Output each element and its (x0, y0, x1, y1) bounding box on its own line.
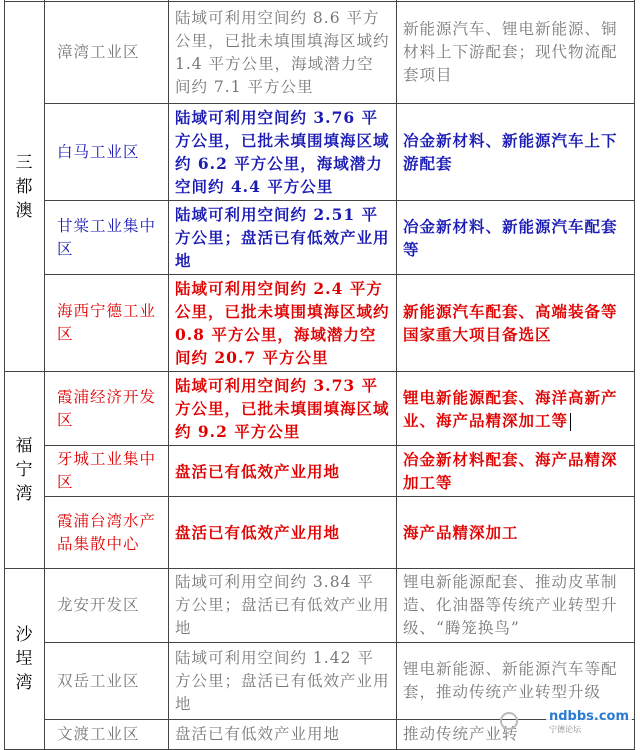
park-name: 龙安开发区 (45, 569, 169, 643)
park-name: 文渡工业区 (45, 720, 169, 750)
investment-direction: 推动传统产业转 (397, 720, 635, 750)
investment-direction: 锂电新能源、新能源汽车等配套，推动传统产业转型升级 (397, 643, 635, 720)
land-condition: 陆域可利用空间约 3.73 平方公里，已批未填围填海区域约 9.2 平方公里 (169, 372, 397, 446)
investment-direction: 新能源汽车、锂电新能源、铜材料上下游配套；现代物流配套项目 (397, 2, 635, 104)
industrial-park-table (4, 0, 635, 750)
table-row (5, 201, 635, 275)
table-row (5, 372, 635, 446)
park-name: 霞浦经济开发区 (45, 372, 169, 446)
region-cell (5, 2, 45, 372)
investment-direction (397, 372, 635, 446)
investment-direction: 冶金新材料、新能源汽车上下游配套 (397, 104, 635, 201)
land-condition: 陆域可利用空间约 3.84 平方公里；盘活已有低效产业用地 (169, 569, 397, 643)
park-name: 海西宁德工业区 (45, 275, 169, 372)
region-cell (5, 372, 45, 569)
region-name: 沙埕湾 (15, 625, 34, 693)
table-row (5, 104, 635, 201)
table-row (5, 643, 635, 720)
investment-direction: 新能源汽车配套、高端装备等国家重大项目备选区 (397, 275, 635, 372)
region-name: 福宁湾 (15, 436, 34, 504)
table-row (5, 497, 635, 569)
text-cursor (570, 413, 571, 431)
park-name: 白马工业区 (45, 104, 169, 201)
park-name: 甘棠工业集中区 (45, 201, 169, 275)
table-row (5, 275, 635, 372)
investment-direction: 海产品精深加工 (397, 497, 635, 569)
table-row (5, 2, 635, 104)
land-condition: 陆域可利用空间约 8.6 平方公里，已批未填围填海区域约 1.4 平方公里，海域潜力空间约 7.1 平方公里 (169, 2, 397, 104)
investment-direction: 冶金新材料配套、海产品精深加工等 (397, 446, 635, 497)
land-condition: 盘活已有低效产业用地 (169, 720, 397, 750)
table-row (5, 720, 635, 750)
direction-text: 锂电新能源配套、海洋高新产业、海产品精深加工等 (403, 387, 618, 430)
land-condition: 盘活已有低效产业用地 (169, 446, 397, 497)
region-cell (5, 569, 45, 750)
region-name: 三都澳 (15, 152, 34, 221)
watermark-text: ndbbs.com (548, 709, 629, 724)
table-row (5, 569, 635, 643)
land-condition: 陆域可利用空间约 2.4 平方公里，已批未填围填海区域约 0.8 平方公里，海域潜力空间约 20.7 平方公里 (169, 275, 397, 372)
watermark-logo-icon (500, 712, 518, 730)
park-name: 漳湾工业区 (45, 2, 169, 104)
watermark-subtext: 宁德论坛 (548, 725, 581, 734)
investment-direction: 锂电新能源配套、推动皮革制造、化油器等传统产业转型升级、“腾笼换鸟” (397, 569, 635, 643)
table-row (5, 446, 635, 497)
watermark (546, 709, 632, 734)
park-name: 双岳工业区 (45, 643, 169, 720)
land-condition: 陆域可利用空间约 2.51 平方公里；盘活已有低效产业用地 (169, 201, 397, 275)
investment-direction: 冶金新材料、新能源汽车配套等 (397, 201, 635, 275)
park-name: 霞浦台湾水产品集散中心 (45, 497, 169, 569)
land-condition: 陆域可利用空间约 3.76 平方公里，已批未填围填海区域约 6.2 平方公里，海域潜力空间约 4.4 平方公里 (169, 104, 397, 201)
land-condition: 盘活已有低效产业用地 (169, 497, 397, 569)
park-name: 牙城工业集中区 (45, 446, 169, 497)
land-condition: 陆域可利用空间约 1.42 平方公里；盘活已有低效产业用地 (169, 643, 397, 720)
